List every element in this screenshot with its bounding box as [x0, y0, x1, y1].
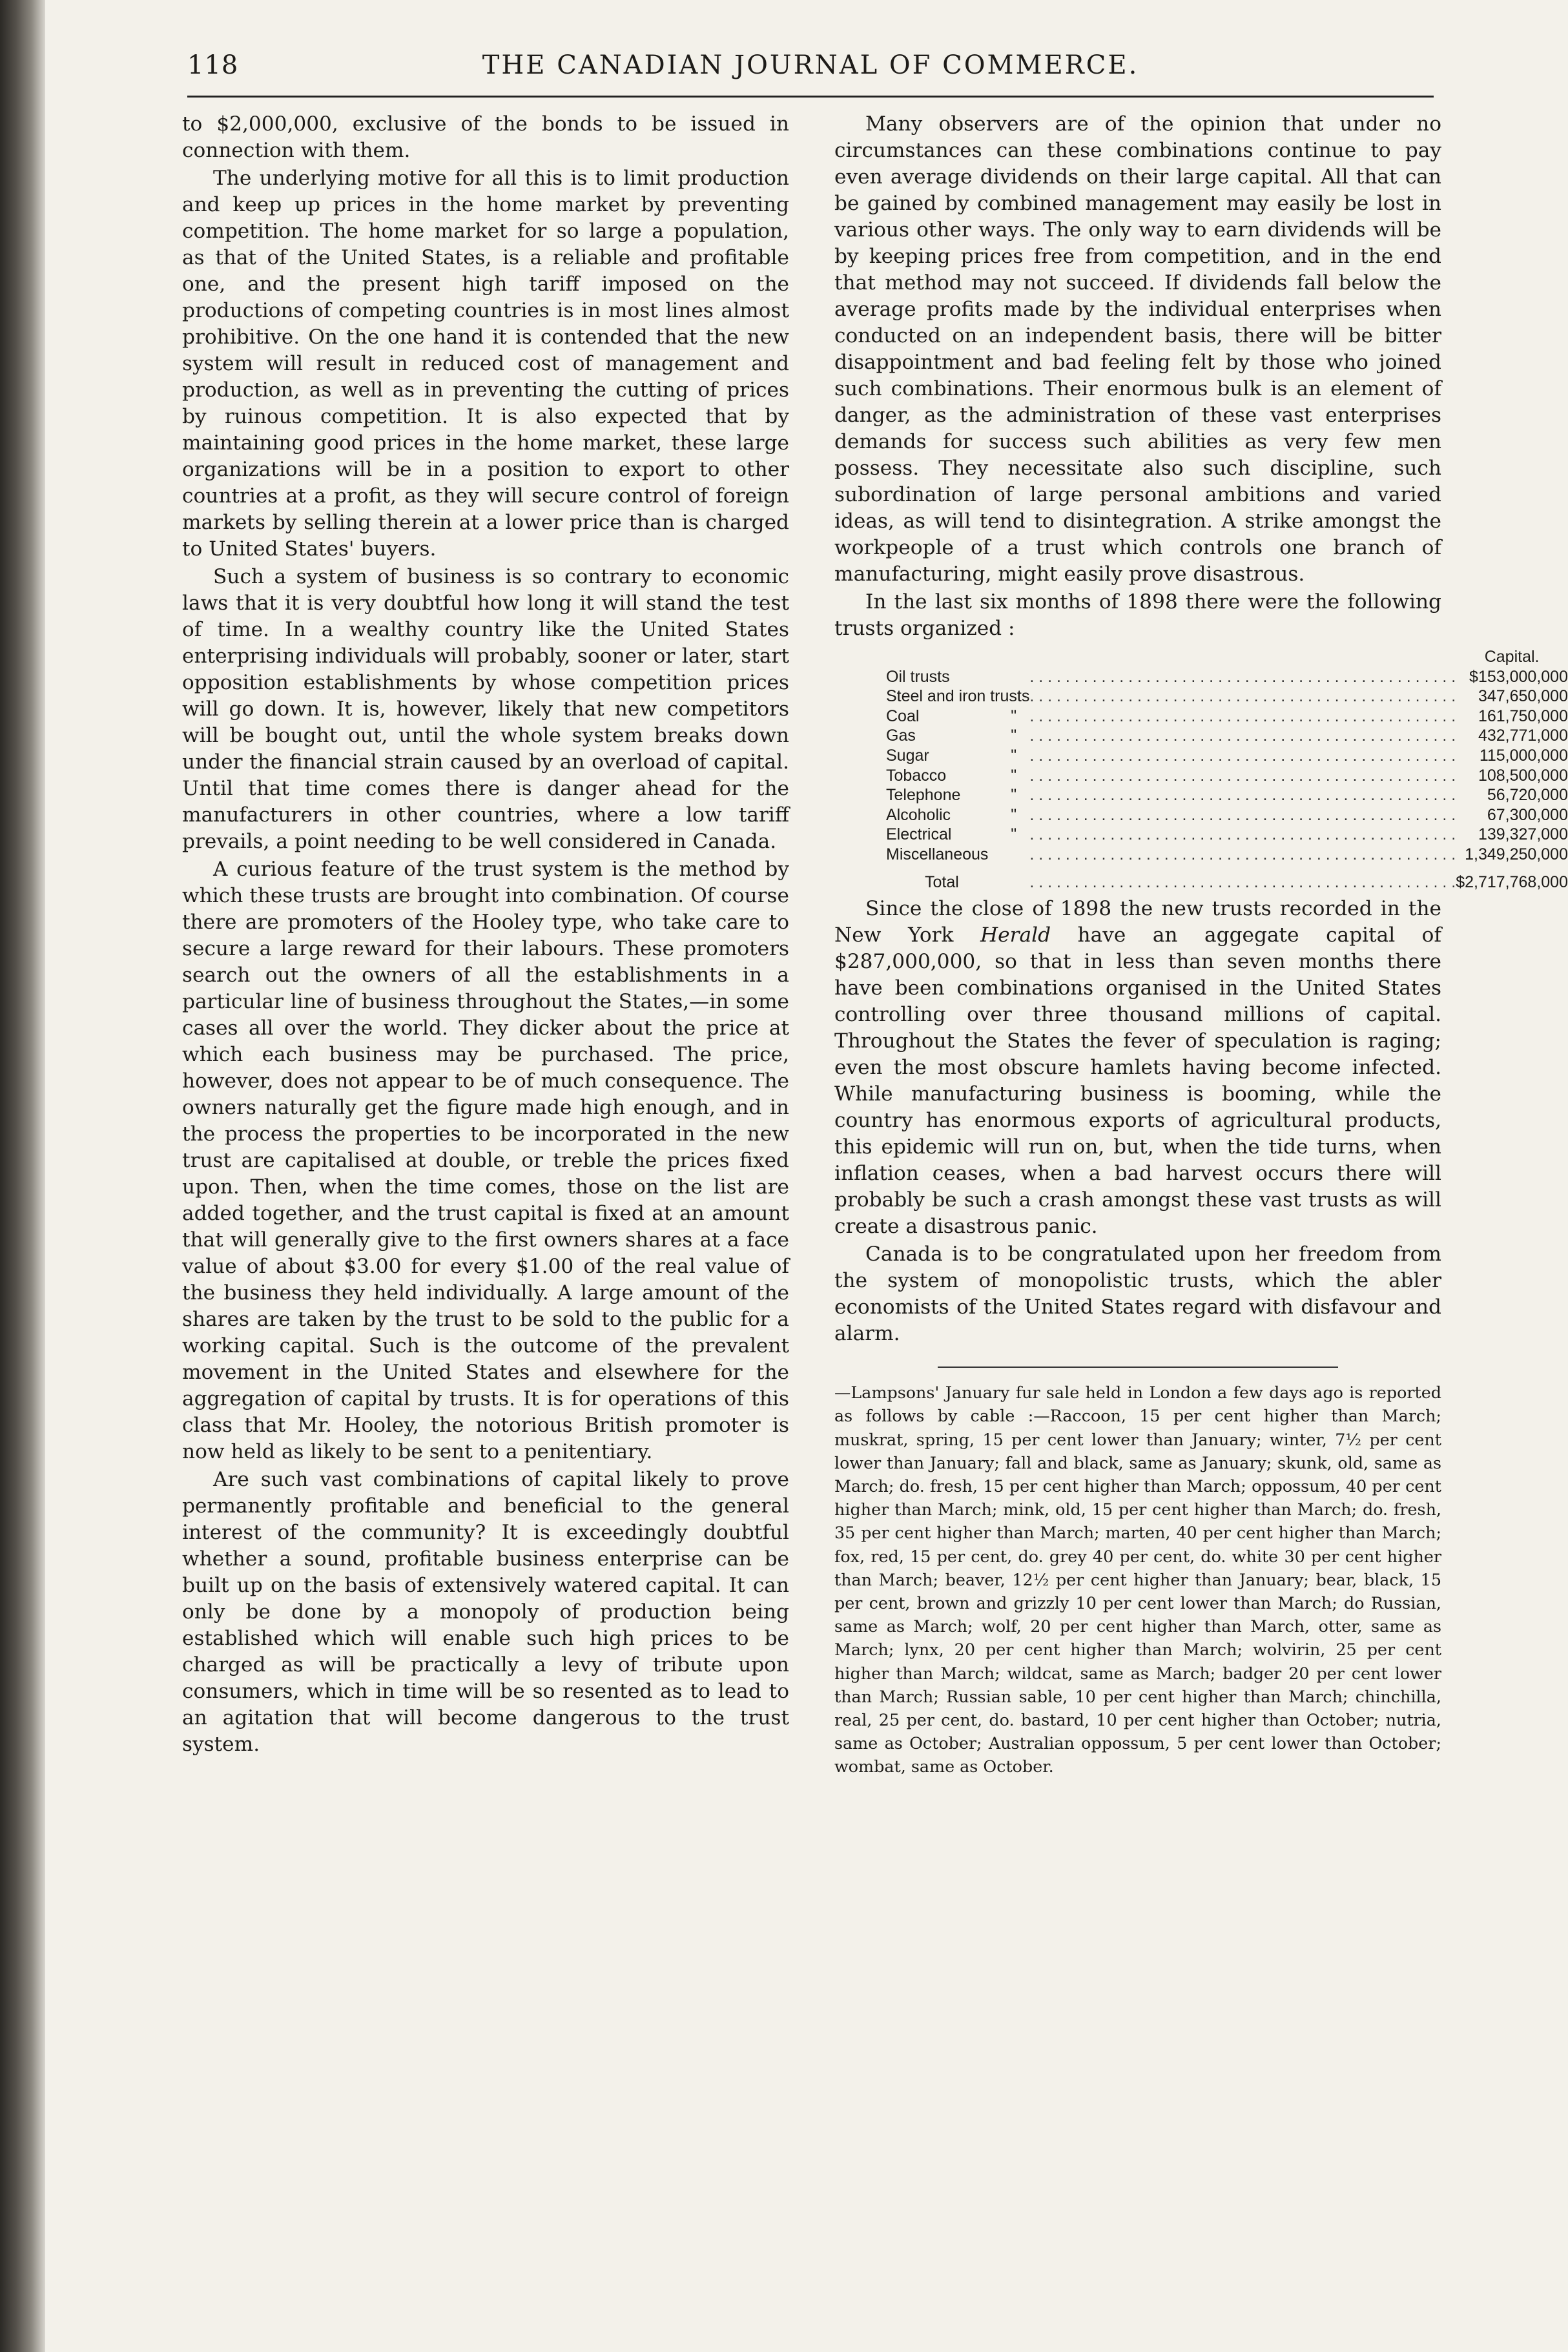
paragraph: The underlying motive for all this is to limit production and keep up prices in the home market by preventing competition. The home market for so large a population, as that of the United States, is a reliable and profitable one, and the present high tariff imposed on the productions of competing countries is in most lines almost prohibitive. On the one hand it is contended that the new system will result in reduced cost of management and production, as well as in preventing the cutting of prices by ruinous competition. It is also expected that by maintaining good prices in the home market, these large organizations will be in a position to export to other countries at a profit, as they will secure control of foreign markets by selling therein at a lower price than is charged to United States' buyers. — [182, 167, 789, 561]
trust-capital: 67,300,000 — [1487, 805, 1568, 824]
page-number: 118 — [187, 50, 239, 80]
leader-dots: . . . . . . . . . . . . . . . . . . . . . . . . . . . . . . . . . . . . . . . . . . . . . . . . — [1029, 825, 1456, 844]
trust-capital: 347,650,000 — [1478, 687, 1568, 706]
trusts-table — [886, 647, 1568, 892]
total-capital: $2,717,768,000 — [1456, 872, 1568, 891]
trust-name: Sugar — [886, 746, 929, 765]
table-row — [886, 667, 1568, 687]
trust-capital: 432,771,000 — [1478, 727, 1568, 745]
total-row — [886, 865, 1568, 892]
leader-dots: . . . . . . . . . . . . . . . . . . . . . . . . . . . . . . . . . . . . . . . . . . . . . . . . — [1029, 872, 1456, 891]
trust-capital: $153,000,000 — [1469, 667, 1568, 686]
fur-sale-note: —Lampsons' January fur sale held in London a few days ago is reported as follows by cable :—Raccoon, 15 per cent higher than March; muskrat, spring, 15 per cent lower than January; winter, 7½ per cent lower than January; fall and black, same as January; skunk, old, same as March; do. fresh, 15 per cent higher than March; oppossum, 40 per cent higher than March; mink, old, 15 per cent higher than March; do. fresh, 35 per cent higher than March; marten, 40 per cent higher than March; fox, red, 15 per cent, do. grey 40 per cent, do. white 30 per cent higher than March; beaver, 12½ per cent higher than January; bear, black, 15 per cent, brown and grizzly 10 per cent lower than March; do Russian, same as March; wolf, 20 per cent higher than March, otter, same as March; lynx, 20 per cent higher than March; wolvirin, 25 per cent higher than March; wildcat, same as March; badger 20 per cent lower than March; Russian sable, 10 per cent higher than March; chinchilla, real, 25 per cent, do. bastard, 10 per cent higher than October; nutria, same as October; Australian oppossum, 5 per cent lower than October; wombat, same as October. — [834, 1383, 1441, 1777]
left-column — [182, 111, 789, 1759]
page-header — [187, 50, 1434, 89]
table-row — [886, 785, 1568, 805]
trust-name: Tobacco — [886, 766, 947, 785]
table-row — [886, 805, 1568, 825]
table-row — [886, 845, 1568, 865]
trust-capital: 161,750,000 — [1478, 707, 1568, 725]
table-row — [886, 726, 1568, 746]
trust-capital: 115,000,000 — [1479, 746, 1568, 765]
trust-name: Oil trusts — [886, 667, 950, 686]
trust-name: Steel and iron trusts — [886, 687, 1030, 706]
trust-capital: 56,720,000 — [1487, 786, 1568, 805]
paragraph: A curious feature of the trust system is the method by which these trusts are brought into combination. Of course there are promoters of the Hooley type, who take care to secure a large reward for their labours. These promoters search out the owners of all the establishments in a particular line of business throughout the States,—in some cases all over the world. They dicker about the price at which each business may be purchased. The price, however, does not appear to be of much consequence. The owners naturally get the figure made high enough, and in the process the properties to be incorporated in the new trust are capitalised at double, or treble the prices fixed upon. Then, when the time comes, those on the list are added together, and the trust capital is fixed at an amount that will generally give to the first owners shares at a face value of about $3.00 for every $1.00 of the real value of the business they held individually. A large amount of the shares are taken by the trust to be sold to the public for a working capital. Such is the outcome of the prevalent movement in the United States and elsewhere for the aggregation of capital by trusts. It is for operations of this class that Mr. Hooley, the notorious British promoter is now held as likely to be sent to a penitentiary. — [182, 858, 789, 1463]
journal-title: THE CANADIAN JOURNAL OF COMMERCE. — [482, 50, 1139, 80]
right-column — [834, 111, 1568, 1780]
trust-capital: 1,349,250,000 — [1465, 845, 1568, 863]
leader-dots: . . . . . . . . . . . . . . . . . . . . . . . . . . . . . . . . . . . . . . . . . . . . . . . . — [1029, 746, 1456, 765]
paragraph: In the last six months of 1898 there were the following trusts organized : — [834, 590, 1441, 640]
trust-name: Miscellaneous — [886, 845, 989, 863]
ditto-mark — [998, 667, 1029, 687]
ditto-mark: " — [1011, 766, 1017, 785]
leader-dots: . . . . . . . . . . . . . . . . . . . . . . . . . . . . . . . . . . . . . . . . . . . . . . . . — [1029, 687, 1456, 706]
trusts-table-block — [834, 647, 1568, 892]
paragraph-text: Since the close of 1898 the new trusts recorded in the New York — [834, 897, 1441, 947]
total-label: Total — [925, 872, 959, 891]
leader-dots: . . . . . . . . . . . . . . . . . . . . . . . . . . . . . . . . . . . . . . . . . . . . . . . . — [1029, 805, 1456, 824]
table-row — [886, 825, 1568, 845]
leader-dots: . . . . . . . . . . . . . . . . . . . . . . . . . . . . . . . . . . . . . . . . . . . . . . . . — [1029, 727, 1456, 745]
header-rule — [187, 96, 1434, 98]
newspaper-title: Herald — [980, 923, 1051, 947]
ditto-mark: " — [1011, 727, 1017, 745]
paragraph: Such a system of business is so contrary to economic laws that it is very doubtful how long it will stand the test of time. In a wealthy country like the United States enterprising individuals will probably, sooner or later, start opposition establishments by whose competition prices will go down. It is, however, likely that new competitors will be bought out, until the whole system breaks down under the financial strain caused by an overload of capital. Until that time comes there is danger ahead for the manufacturers in other countries, where a low tariff prevails, a point needing to be well considered in Canada. — [182, 565, 789, 853]
paragraph — [834, 896, 1441, 1240]
table-row — [886, 766, 1568, 786]
ditto-mark: " — [1011, 805, 1017, 824]
ditto-mark: " — [1011, 786, 1017, 805]
page-binding-edge — [0, 0, 45, 2352]
table-row — [886, 707, 1568, 727]
leader-dots: . . . . . . . . . . . . . . . . . . . . . . . . . . . . . . . . . . . . . . . . . . . . . . . . — [1029, 707, 1456, 725]
paragraph-text: have an aggegate capital of $287,000,000, so that in less than seven months there have been combinations organised in the United States controlling over three thousand millions of capital. Throughout the States the fever of speculation is raging; even the most obscure hamlets having become infected. While manufacturing business is booming, while the country has enormous exports of agricultural products, this epidemic will run on, but, when the tide turns, when inflation ceases, when a bad harvest occurs there will probably be such a crash amongst these vast trusts as will create a disastrous panic. — [834, 923, 1441, 1239]
trust-name: Coal — [886, 707, 920, 725]
table-row — [886, 686, 1568, 707]
leader-dots: . . . . . . . . . . . . . . . . . . . . . . . . . . . . . . . . . . . . . . . . . . . . . . . . — [1029, 786, 1456, 805]
table-row — [886, 746, 1568, 766]
trust-capital: 108,500,000 — [1478, 766, 1568, 785]
trust-name: Telephone — [886, 786, 961, 805]
section-divider — [938, 1367, 1338, 1368]
ditto-mark: " — [1011, 746, 1017, 765]
trust-name: Electrical — [886, 825, 952, 844]
trust-name: Gas — [886, 727, 916, 745]
leader-dots: . . . . . . . . . . . . . . . . . . . . . . . . . . . . . . . . . . . . . . . . . . . . . . . . — [1029, 766, 1456, 785]
paragraph: Are such vast combinations of capital likely to prove permanently profitable and beneficial to the general interest of the community? It is exceedingly doubtful whether a sound, profitable business enterprise can be built up on the basis of extensively watered capital. It can only be done by a monopoly of production being established which will enable such high prices to be charged as will be practically a levy of tribute upon consumers, which in time will be so resented as to lead to an agitation that will become dangerous to the trust system. — [182, 1468, 789, 1756]
ditto-mark: " — [1011, 825, 1017, 844]
leader-dots: . . . . . . . . . . . . . . . . . . . . . . . . . . . . . . . . . . . . . . . . . . . . . . . . — [1029, 667, 1456, 686]
leader-dots: . . . . . . . . . . . . . . . . . . . . . . . . . . . . . . . . . . . . . . . . . . . . . . . . — [1029, 845, 1456, 863]
paragraph: Many observers are of the opinion that under no circumstances can these combinations continue to pay even average dividends on their large capital. All that can be gained by combined management may easily be lost in various other ways. The only way to earn dividends will be by keeping prices free from competition, and in the end that method may not succeed. If dividends fall below the average profits made by the individual enterprises when conducted on an independent basis, there will be bitter disappointment and bad feeling felt by those who joined such combinations. Their enormous bulk is an element of danger, as the administration of these vast enterprises demands for success such abilities as very few men possess. They necessitate also such discipline, such subordination of large personal ambitions and varied ideas, as will tend to disintegration. A strike amongst the workpeople of a trust which controls one branch of manufacturing, might easily prove disastrous. — [834, 112, 1441, 586]
paragraph: to $2,000,000, exclusive of the bonds to be issued in connection with them. — [182, 112, 789, 162]
paragraph: Canada is to be congratulated upon her freedom from the system of monopolistic trusts, which the abler economists of the United States regard with disfavour and alarm. — [834, 1243, 1441, 1346]
trust-capital: 139,327,000 — [1478, 825, 1568, 844]
trust-name: Alcoholic — [886, 805, 951, 824]
capital-header: Capital. — [1484, 648, 1540, 666]
table-header-row — [886, 647, 1568, 667]
ditto-mark: " — [1011, 707, 1017, 725]
